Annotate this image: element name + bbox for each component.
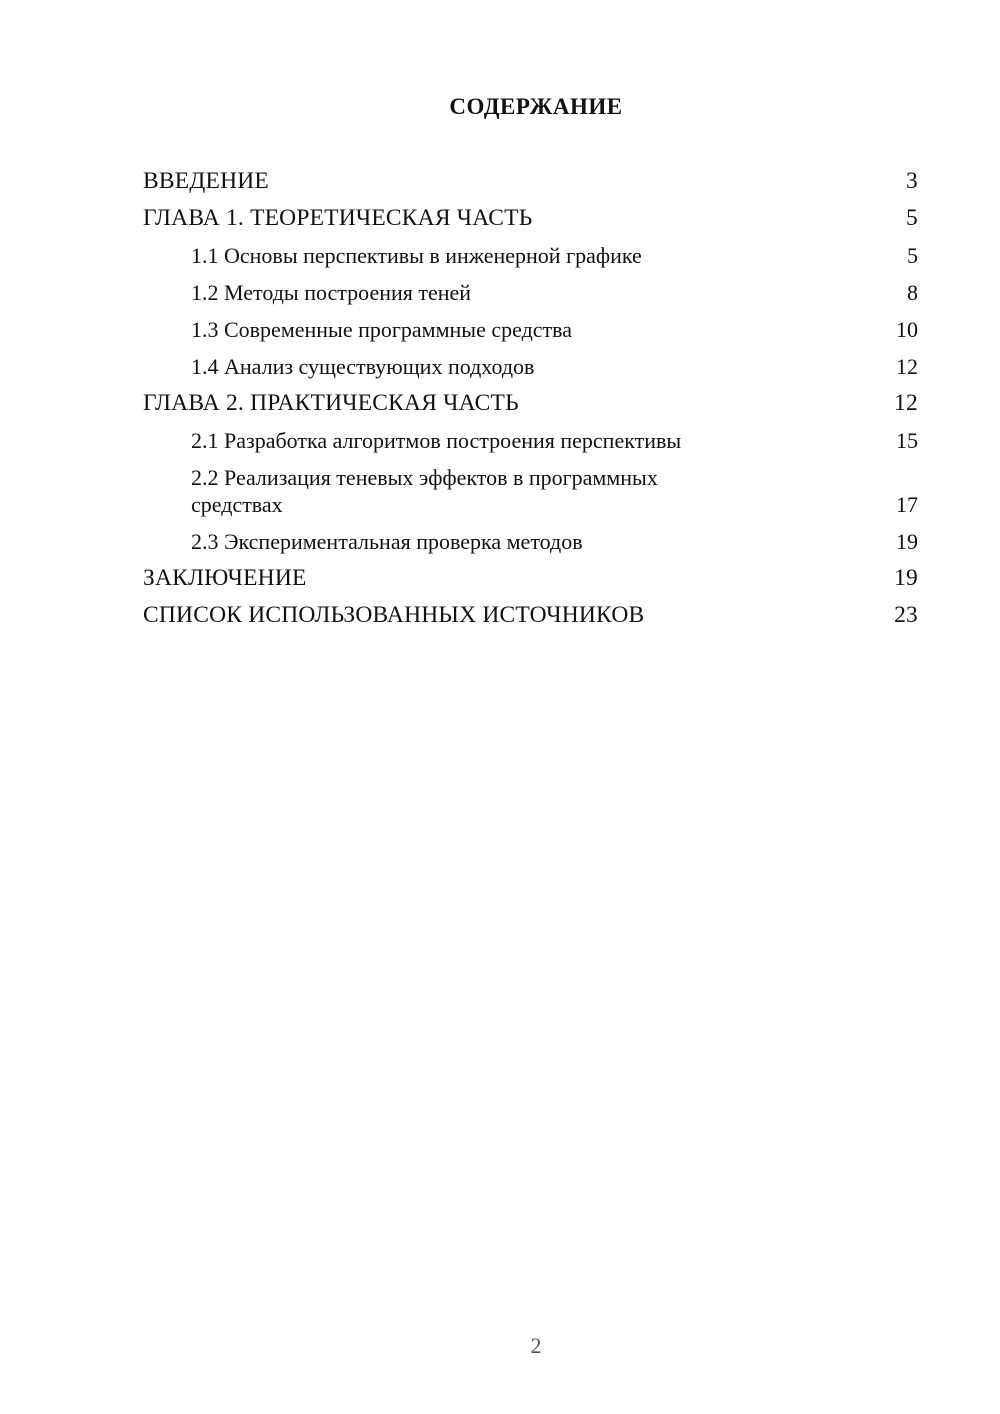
toc-entry-page: 17 bbox=[896, 492, 918, 517]
toc-entry-label: ГЛАВА 2. ПРАКТИЧЕСКАЯ ЧАСТЬ bbox=[143, 390, 519, 416]
toc-entry-page: 3 bbox=[906, 168, 918, 194]
toc-entry-label: СПИСОК ИСПОЛЬЗОВАННЫХ ИСТОЧНИКОВ bbox=[143, 602, 645, 628]
toc-entry-section-1-3[interactable] bbox=[143, 316, 918, 343]
toc-entry-page: 12 bbox=[896, 354, 918, 379]
toc-entry-section-1-2[interactable] bbox=[143, 279, 918, 306]
toc-entry-label: 2.3 Экспериментальная проверка методов bbox=[191, 529, 583, 554]
toc-entry-page: 8 bbox=[907, 280, 918, 305]
page-title: СОДЕРЖАНИЕ bbox=[449, 94, 623, 119]
toc-entry-label: ГЛАВА 1. ТЕОРЕТИЧЕСКАЯ ЧАСТЬ bbox=[143, 205, 533, 231]
toc-entry-label: ЗАКЛЮЧЕНИЕ bbox=[143, 565, 307, 591]
toc-entry-section-1-4[interactable] bbox=[143, 353, 918, 380]
toc-entry-page: 19 bbox=[894, 565, 918, 591]
toc-entry-references[interactable] bbox=[143, 602, 918, 629]
toc-entry-page: 10 bbox=[896, 317, 918, 342]
toc-entry-chapter-2[interactable] bbox=[143, 390, 918, 417]
toc-entry-section-2-1[interactable] bbox=[143, 427, 918, 454]
toc-entry-label: 2.2 Реализация теневых эффектов в программных средствах bbox=[191, 465, 658, 517]
toc-entry-page: 23 bbox=[894, 602, 918, 628]
toc-entry-page: 5 bbox=[906, 205, 918, 231]
page-number: 2 bbox=[530, 1333, 542, 1358]
toc-entry-conclusion[interactable] bbox=[143, 565, 918, 592]
toc-entry-introduction[interactable] bbox=[143, 168, 918, 195]
toc-entry-label: 1.2 Методы построения теней bbox=[191, 280, 472, 305]
toc-entry-page: 15 bbox=[896, 428, 918, 453]
toc-entry-section-2-3[interactable] bbox=[143, 528, 918, 555]
toc-entry-page: 12 bbox=[894, 390, 918, 416]
toc-entry-section-1-1[interactable] bbox=[143, 242, 918, 269]
toc-entry-label: 1.1 Основы перспективы в инженерной графике bbox=[191, 243, 642, 268]
toc-entry-label: 1.3 Современные программные средства bbox=[191, 317, 573, 342]
toc-entry-label: 2.1 Разработка алгоритмов построения перспективы bbox=[191, 428, 682, 453]
toc-entry-label: ВВЕДЕНИЕ bbox=[143, 168, 269, 194]
table-of-contents bbox=[143, 168, 918, 639]
toc-entry-chapter-1[interactable] bbox=[143, 205, 918, 232]
toc-entry-page: 19 bbox=[896, 529, 918, 554]
toc-entry-label: 1.4 Анализ существующих подходов bbox=[191, 354, 535, 379]
toc-entry-page: 5 bbox=[907, 243, 918, 268]
toc-entry-section-2-2[interactable] bbox=[143, 464, 918, 518]
